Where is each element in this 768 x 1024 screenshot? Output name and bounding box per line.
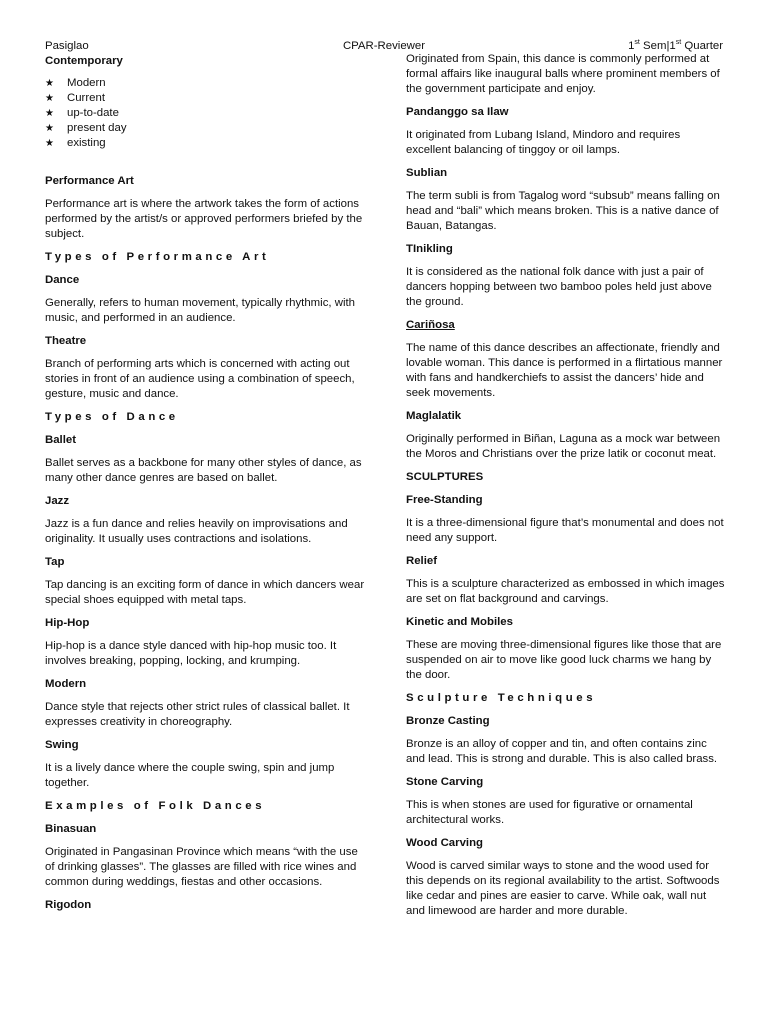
- bronze-heading: Bronze Casting: [406, 715, 490, 727]
- tinikling-heading: TInikling: [406, 243, 453, 255]
- free-standing-text: It is a three-dimensional figure that’s monumental and does not need any support.: [406, 517, 724, 544]
- sculptures-heading: SCULPTURES: [406, 471, 484, 483]
- list-item: [45, 121, 365, 136]
- list-item: [45, 106, 365, 121]
- carinosa-heading: Cariñosa: [406, 319, 455, 331]
- right-column: [406, 52, 726, 919]
- star-icon: ★: [45, 78, 54, 89]
- tap-heading: Tap: [45, 556, 65, 568]
- relief-text: This is a sculpture characterized as embossed in which images are set on flat background and carvings.: [406, 578, 725, 605]
- sublian-text: The term subli is from Tagalog word “subsub” means falling on head and “bali” which means broken. This is a native dance of Bauan, Batangas.: [406, 190, 720, 232]
- modern-text: Dance style that rejects other strict rules of classical ballet. It expresses creativity in choreography.: [45, 701, 350, 728]
- star-icon: ★: [45, 108, 54, 119]
- kinetic-text: These are moving three-dimensional figures like those that are suspended on air to move like good luck charms we hang by the door.: [406, 639, 722, 681]
- maglalatik-heading: Maglalatik: [406, 410, 462, 422]
- performance-art-text: Performance art is where the artwork takes the form of actions performed by the artist/s or approved performers briefed by the subject.: [45, 198, 363, 240]
- list-item-text: Modern: [67, 77, 106, 89]
- performance-art-heading: Performance Art: [45, 175, 134, 187]
- contemporary-heading: Contemporary: [45, 55, 123, 67]
- jazz-heading: Jazz: [45, 495, 70, 507]
- bronze-text: Bronze is an alloy of copper and tin, and often contains zinc and lead. This is strong and durable. This is also called brass.: [406, 738, 718, 765]
- theatre-text: Branch of performing arts which is concerned with acting out stories in front of an audience using a combination of speech, gesture, music and dance.: [45, 358, 355, 400]
- ballet-text: Ballet serves as a backbone for many other styles of dance, as many other dance genres are based on ballet.: [45, 457, 362, 484]
- wood-text: Wood is carved similar ways to stone and the wood used for this depends on its regional availability to the artist. Softwoods like cedar and pines are easier to carve. While oak, wall nut and limewood are harder and more durable.: [406, 860, 720, 917]
- binasuan-text: Originated in Pangasinan Province which means “with the use of drinking glasses”. The glasses are filled with rice wines and common during weddings, fiestas and other occasions.: [45, 846, 358, 888]
- swing-text: It is a lively dance where the couple swing, spin and jump together.: [45, 762, 335, 789]
- theatre-heading: Theatre: [45, 335, 87, 347]
- document-title: CPAR-Reviewer: [342, 40, 426, 52]
- dance-heading: Dance: [45, 274, 80, 286]
- jazz-text: Jazz is a fun dance and relies heavily on improvisations and originality. It usually uses contractions and isolations.: [45, 518, 348, 545]
- list-item: [45, 91, 365, 106]
- rigodon-heading: Rigodon: [45, 899, 92, 911]
- list-item-text: up-to-date: [67, 107, 119, 119]
- quarter-sup: st: [675, 39, 682, 47]
- folk-dances-heading: Examples of Folk Dances: [45, 800, 266, 812]
- modern-heading: Modern: [45, 678, 87, 690]
- hiphop-heading: Hip-Hop: [45, 617, 90, 629]
- left-column: [45, 54, 365, 913]
- kinetic-heading: Kinetic and Mobiles: [406, 616, 513, 628]
- types-dance-heading: Types of Dance: [45, 411, 179, 423]
- sem-num: 1: [628, 40, 635, 52]
- list-item-text: present day: [67, 122, 127, 134]
- list-item: [45, 136, 365, 151]
- dance-text: Generally, refers to human movement, typically rhythmic, with music, and performed in an audience.: [45, 297, 355, 324]
- sem-sup: st: [634, 39, 640, 47]
- stone-text: This is when stones are used for figurative or ornamental architectural works.: [406, 799, 693, 826]
- types-performance-art-heading: Types of Performance Art: [45, 251, 270, 263]
- wood-heading: Wood Carving: [406, 837, 483, 849]
- quarter-num: 1: [669, 40, 676, 52]
- pandanggo-text: It originated from Lubang Island, Mindoro and requires excellent balancing of tinggoy or oil lamps.: [406, 129, 681, 156]
- star-icon: ★: [45, 123, 54, 134]
- list-item: [45, 76, 365, 91]
- sculpture-techniques-heading: Sculpture Techniques: [406, 692, 597, 704]
- carinosa-text: The name of this dance describes an affectionate, friendly and lovable woman. This dance is performed in a flirtatious manner with fans and handkerchiefs to assist the dancers’ hide and seek movements.: [406, 342, 723, 399]
- swing-heading: Swing: [45, 739, 79, 751]
- binasuan-heading: Binasuan: [45, 823, 97, 835]
- free-standing-heading: Free-Standing: [406, 494, 483, 506]
- hiphop-text: Hip-hop is a dance style danced with hip-hop music too. It involves breaking, popping, locking, and krumping.: [45, 640, 337, 667]
- star-icon: ★: [45, 138, 54, 149]
- stone-heading: Stone Carving: [406, 776, 484, 788]
- maglalatik-text: Originally performed in Biñan, Laguna as a mock war between the Moros and Christians over the prize latik or coconut meat.: [406, 433, 721, 460]
- ballet-heading: Ballet: [45, 434, 77, 446]
- pandanggo-heading: Pandanggo sa Ilaw: [406, 106, 509, 118]
- author-name: Pasiglao: [45, 40, 89, 52]
- tap-text: Tap dancing is an exciting form of dance in which dancers wear special shoes equipped with metal taps.: [45, 579, 365, 606]
- contemporary-list: [45, 76, 365, 151]
- tinikling-text: It is considered as the national folk dance with just a pair of dancers hopping between two bamboo poles held just above the ground.: [406, 266, 712, 308]
- quarter-word: Quarter: [681, 40, 723, 52]
- sublian-heading: Sublian: [406, 167, 448, 179]
- list-item-text: existing: [67, 137, 106, 149]
- star-icon: ★: [45, 93, 54, 104]
- list-item-text: Current: [67, 92, 105, 104]
- sem-word: Sem|: [639, 40, 670, 52]
- relief-heading: Relief: [406, 555, 438, 567]
- rigodon-text: Originated from Spain, this dance is commonly performed at formal affairs like inaugural balls where prominent members of the government participate and enjoy.: [406, 53, 720, 95]
